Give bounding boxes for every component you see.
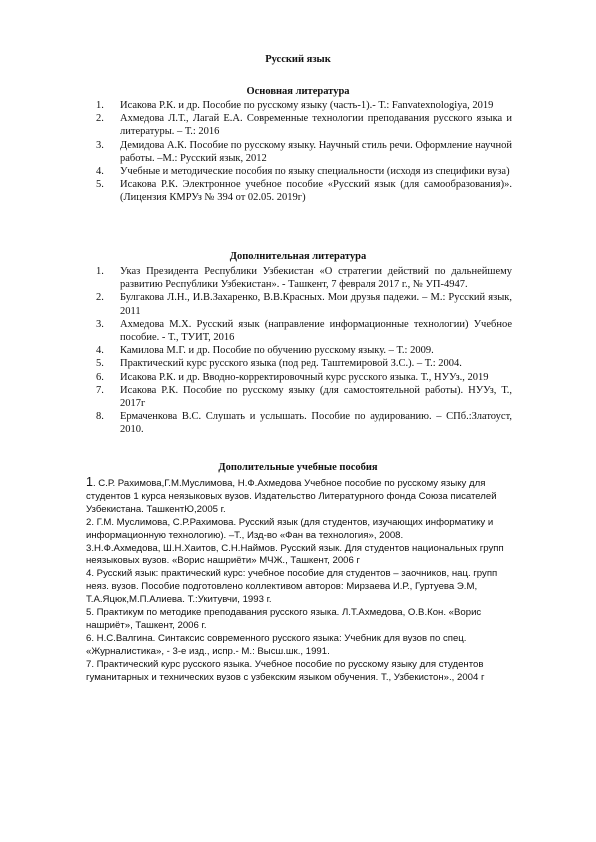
list-item: 6. Исакова Р.К. и др. Вводно-корректировочный курс русского языка. Т., НУУз., 2019 — [96, 371, 489, 383]
aids-heading: Дополительные учебные пособия — [218, 462, 378, 473]
aids-paragraph: 4. Русский язык: практический курс: учебное пособие для студентов – заочников, нац. групп неяз. вузов. Пособие подготовлено коллективом авторов: Мирзаева И.Р., Гуртуева Э.М, Т.А.Яцюк,М.П.Алиева. Т.:Укитувчи, 1993 г. — [86, 568, 498, 606]
list-item: 2. Булгакова Л.Н., И.В.Захаренко, В.В.Красных. Мои друзья падежи. – М.: Русский язык, 2011 — [96, 292, 512, 317]
main-literature-list — [96, 99, 512, 205]
list-item: 1. Исакова Р.К. и др. Пособие по русскому языку (часть-1).- Т.: Fanvatexnologiya, 2019 — [96, 100, 494, 111]
aids-paragraph: 6. Н.С.Валгина. Синтаксис современного русского языка: Учебник для вузов по спец. «Журналистика», - 3-е изд., испр.- М.: Высш.шк., 1991. — [86, 632, 467, 657]
extra-literature-heading: Дополнительная литература — [229, 251, 367, 262]
aids-paragraph: 3.Н.Ф.Ахмедова, Ш.Н.Хаитов, С.Н.Наймов. Русский язык. Для студентов национальных групп неязыковых вузов. «Ворис нашриёти» МЧЖ., Ташкент, 2006 г — [86, 542, 504, 567]
aids-list — [86, 476, 516, 685]
list-item: 5. Практический курс русского языка (под ред. Таштемировой З.С.). – Т.: 2004. — [96, 358, 462, 370]
list-item: 3. Демидова А.К. Пособие по русскому языку. Научный стиль речи. Оформление научной работы. –М.: Русский язык, 2012 — [96, 139, 512, 164]
list-item: 4. Камилова М.Г. и др. Пособие по обучению русскому языку. – Т.: 2009. — [96, 345, 434, 357]
list-item: 2. Ахмедова Л.Т., Лагай Е.А. Современные технологии преподавания русского языка и литературы. – Т.: 2016 — [96, 113, 512, 138]
main-literature-heading: Основная литература — [246, 86, 350, 97]
list-item: 5. Исакова Р.К. Электронное учебное пособие «Русский язык (для самообразования)». (Лицензия КМРУз № 394 от 02.05. 2019г) — [96, 179, 512, 204]
aids-paragraph: 1. С.Р. Рахимова,Г.М.Муслимова, Н.Ф.Ахмедова Учебное пособие по русскому языку для студентов 1 курса неязыковых вузов. Издательство Литературного фонда Союза писателей Узбекистана. ТашкентЮ,2005 г. — [86, 475, 497, 515]
list-item: 8. Ермаченкова В.С. Слушать и услышать. Пособие по аудированию. – СПб.:Златоуст, 2010. — [96, 411, 512, 436]
page-title: Русский язык — [265, 54, 331, 65]
aids-paragraph: 7. Практический курс русского языка. Учебное пособие по русскому языку для студентов гуманитарных и технических вузов с узбекским языком обучения. Т., Узбекистон»., 2004 г — [86, 658, 485, 683]
list-item: 1. Указ Президента Республики Узбекистан «О стратегии действий по дальнейшему развитию Республики Узбекистан». - Ташкент, 7 февраля 2017 г., № УП-4947. — [96, 266, 512, 291]
aids-paragraph: 5. Практикум по методике преподавания русского языка. Л.Т.Ахмедова, О.В.Кон. «Ворис нашриёт», Ташкент, 2006 г. — [86, 607, 482, 631]
list-item: 7. Исакова Р.К. Пособие по русскому языку (для самостоятельной работы). НУУз, Т., 2017г — [96, 384, 512, 410]
aids-paragraph: 2. Г.М. Муслимова, С.Р.Рахимова. Русский язык (для студентов, изучающих информатику и информационную технологию). –Т., Изд-во «Фан ва технология», 2008. — [86, 516, 494, 541]
list-item: 3. Ахмедова М.Х. Русский язык (направление информационные технологии) Учебное пособие. - Т., ТУИТ, 2016 — [96, 318, 512, 344]
list-item: 4. Учебные и методические пособия по языку специальности (исходя из специфики вуза) — [96, 166, 510, 178]
extra-literature-list — [96, 265, 512, 437]
